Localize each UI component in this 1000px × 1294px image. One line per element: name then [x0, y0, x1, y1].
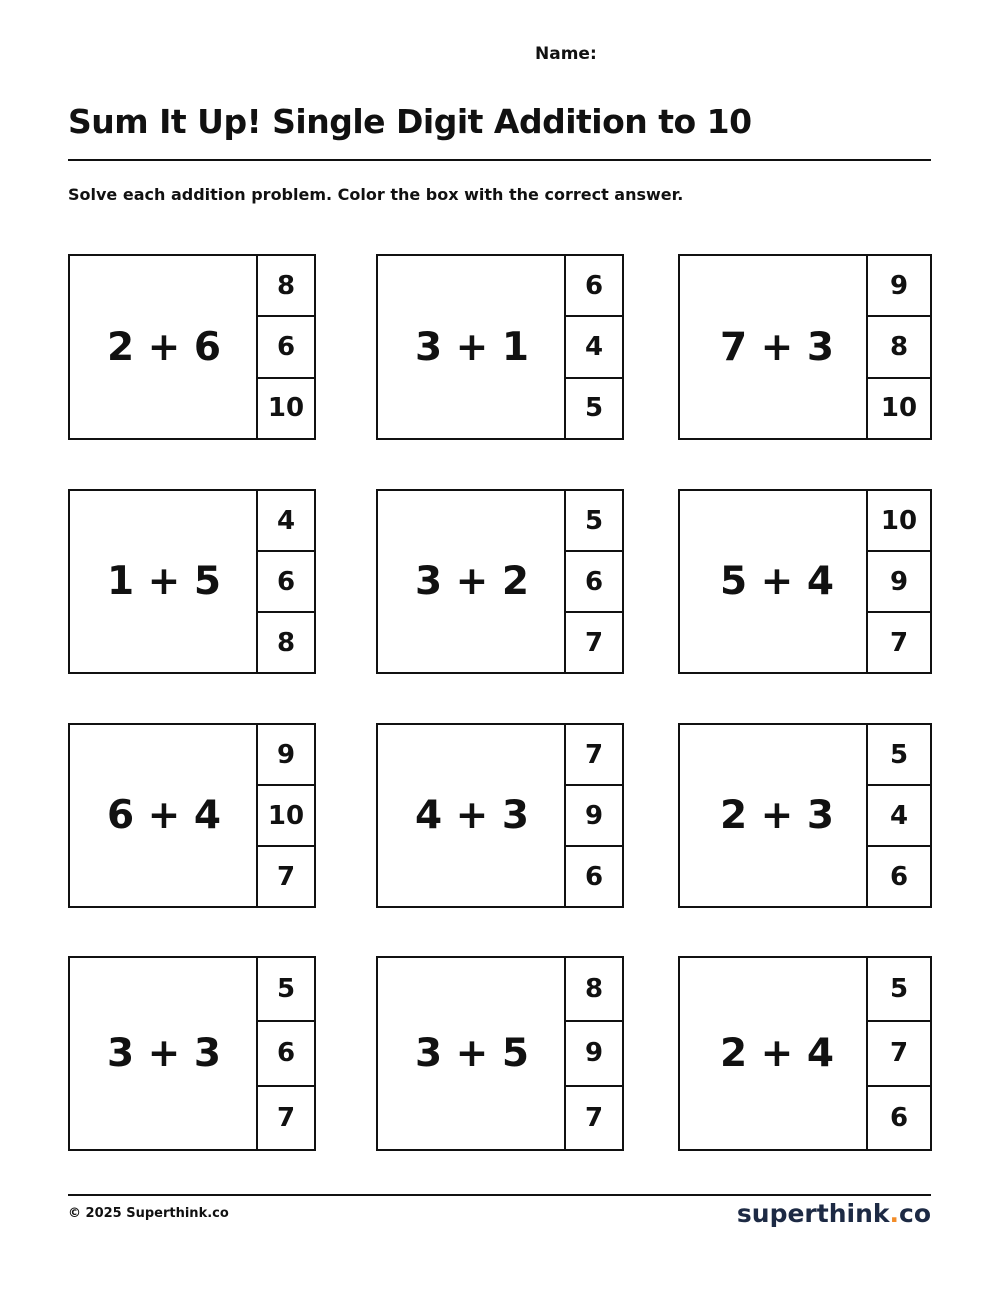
name-label: Name:	[535, 44, 597, 64]
brand-logo	[737, 1199, 931, 1228]
title-divider	[68, 159, 931, 161]
brand-dot: .	[889, 1199, 899, 1228]
problem-card	[376, 956, 624, 1151]
problem-equation: 3 + 5	[414, 1031, 530, 1076]
answer-choice-box[interactable]: 6	[584, 270, 604, 301]
problem-equation: 2 + 4	[719, 1031, 835, 1076]
answer-choices	[564, 958, 622, 1149]
answer-choice-box[interactable]: 10	[880, 505, 918, 536]
problem-equation: 2 + 6	[106, 324, 222, 370]
answer-choices	[256, 491, 314, 672]
answer-choice-box[interactable]: 7	[868, 1020, 930, 1084]
answer-choices	[866, 491, 930, 672]
answer-choice-box[interactable]: 8	[584, 974, 604, 1005]
answer-choice-box[interactable]: 8	[258, 611, 314, 672]
answer-choices	[564, 491, 622, 672]
answer-choice-box[interactable]: 5	[584, 505, 604, 536]
answer-choice-box[interactable]: 10	[258, 377, 314, 438]
answer-choices	[256, 256, 314, 438]
answer-choice-box[interactable]: 7	[258, 1085, 314, 1149]
problem-card	[376, 489, 624, 674]
problem-equation: 1 + 5	[106, 559, 222, 604]
problem-equation: 3 + 2	[414, 559, 530, 604]
answer-choices	[564, 256, 622, 438]
answer-choices	[866, 958, 930, 1149]
problem-card	[678, 254, 932, 440]
answer-choice-box[interactable]: 6	[258, 550, 314, 611]
answer-choice-box[interactable]: 7	[584, 739, 604, 770]
answer-choices	[866, 725, 930, 906]
problem-card	[68, 254, 316, 440]
answer-choice-box[interactable]: 6	[566, 550, 622, 611]
answer-choice-box[interactable]: 5	[889, 974, 909, 1005]
answer-choice-box[interactable]: 9	[566, 784, 622, 845]
answer-choice-box[interactable]: 10	[868, 377, 930, 438]
problem-card	[376, 723, 624, 908]
answer-choice-box[interactable]: 6	[566, 845, 622, 906]
answer-choice-box[interactable]: 6	[258, 1020, 314, 1084]
problem-card	[678, 956, 932, 1151]
answer-choice-box[interactable]: 7	[868, 611, 930, 672]
problem-equation: 2 + 3	[719, 793, 835, 838]
problem-card	[68, 956, 316, 1151]
answer-choice-box[interactable]: 5	[566, 377, 622, 438]
answer-choice-box[interactable]: 7	[566, 611, 622, 672]
brand-name: superthink	[736, 1199, 890, 1228]
answer-choice-box[interactable]: 5	[889, 739, 909, 770]
answer-choices	[256, 958, 314, 1149]
answer-choice-box[interactable]: 8	[868, 315, 930, 376]
answer-choice-box[interactable]: 7	[258, 845, 314, 906]
problem-card	[68, 723, 316, 908]
problem-card	[376, 254, 624, 440]
copyright-text: © 2025 Superthink.co	[68, 1206, 229, 1221]
answer-choice-box[interactable]: 9	[889, 270, 909, 301]
problem-equation: 5 + 4	[719, 559, 835, 604]
problem-card	[68, 489, 316, 674]
answer-choice-box[interactable]: 4	[868, 784, 930, 845]
problem-card	[678, 723, 932, 908]
answer-choice-box[interactable]: 9	[276, 739, 296, 770]
answer-choices	[256, 725, 314, 906]
problem-card	[678, 489, 932, 674]
answer-choice-box[interactable]: 6	[868, 1085, 930, 1149]
problem-equation: 3 + 1	[414, 324, 530, 370]
problem-equation: 3 + 3	[106, 1031, 222, 1076]
answer-choice-box[interactable]: 10	[258, 784, 314, 845]
page-title: Sum It Up! Single Digit Addition to 10	[68, 102, 752, 141]
problem-equation: 6 + 4	[106, 793, 222, 838]
brand-tld: co	[899, 1199, 931, 1228]
answer-choice-box[interactable]: 6	[258, 315, 314, 376]
answer-choices	[564, 725, 622, 906]
answer-choice-box[interactable]: 6	[868, 845, 930, 906]
answer-choice-box[interactable]: 4	[276, 505, 296, 536]
answer-choices	[866, 256, 930, 438]
answer-choice-box[interactable]: 7	[566, 1085, 622, 1149]
answer-choice-box[interactable]: 9	[566, 1020, 622, 1084]
problem-equation: 7 + 3	[719, 324, 835, 370]
answer-choice-box[interactable]: 5	[276, 974, 296, 1005]
answer-choice-box[interactable]: 4	[566, 315, 622, 376]
problem-equation: 4 + 3	[414, 793, 530, 838]
instructions: Solve each addition problem. Color the box with the correct answer.	[68, 185, 684, 204]
answer-choice-box[interactable]: 9	[868, 550, 930, 611]
footer-divider	[68, 1194, 931, 1196]
answer-choice-box[interactable]: 8	[276, 270, 296, 301]
